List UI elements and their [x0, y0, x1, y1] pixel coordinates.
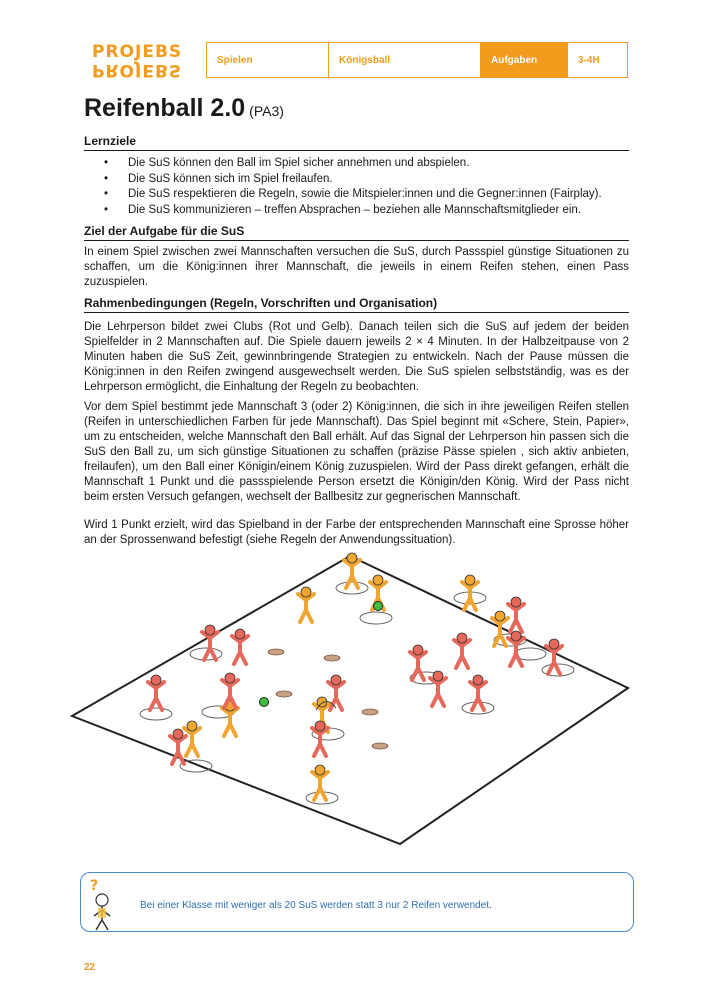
- note-text: Bei einer Klasse mit weniger als 20 SuS werden statt 3 nur 2 Reifen verwendet.: [140, 900, 492, 911]
- header-navbar: [206, 42, 628, 78]
- ziel-text: In einem Spiel zwischen zwei Mannschaften versuchen die SuS, durch Passspiel günstige Situationen zu schaffen, um die König:innen ihrer Mannschaft, die jeweils in einem Reifen stehen, einen Pass zuzuspielen.: [84, 246, 629, 288]
- page-title: [84, 94, 284, 123]
- title-main: Reifenball 2.0: [84, 94, 246, 122]
- ball-icon: [374, 602, 383, 611]
- projebs-logo: [92, 44, 188, 80]
- nav-spielen[interactable]: Spielen: [207, 43, 329, 77]
- list-item: • Die SuS können den Ball im Spiel sicher annehmen und abspielen.: [84, 156, 629, 172]
- svg-text:?: ?: [90, 878, 99, 894]
- rahmen-paragraph-3: Wird 1 Punkt erzielt, wird das Spielband in der Farbe der entsprechenden Mannschaft eine Sprosse höher an der Sprossenwand befestigt (siehe Regeln der Anwendungssituation).: [84, 519, 629, 546]
- game-field-illustration: [70, 548, 630, 848]
- logo-text-top: PROJEBS: [92, 42, 183, 62]
- list-item: • Die SuS respektieren die Regeln, sowie die Mitspieler:innen und die Gegner:innen (Fairplay).: [84, 187, 629, 203]
- ball-icon: [260, 698, 269, 707]
- title-code: (PA3): [249, 103, 284, 119]
- cone-marker: [372, 743, 388, 749]
- player-figure: [508, 597, 524, 632]
- cone-marker: [268, 649, 284, 655]
- lernziele-heading: Lernziele: [84, 134, 629, 151]
- rahmen-paragraph-1: Die Lehrperson bildet zwei Clubs (Rot und Gelb). Danach teilen sich die SuS auf jedem der beiden Spielfelder in 2 Mannschaften auf. Die Spiele dauern jeweils 2 × 4 Minuten. In der Halbzeitpause von 2 Minuten haben die SuS Zeit, gewinnbringende Strategien zu entwickeln. Nach der Pause müssen die König:innen in den Reifen zwingend ausgewechselt werden. Die SuS spielen selbstständig, was es der Lehrperson ermöglicht, die Einhaltung der Regeln zu beobachten.: [84, 321, 629, 393]
- list-item: • Die SuS können sich im Spiel freilaufen.: [84, 172, 629, 188]
- list-item: • Die SuS kommunizieren – treffen Absprachen – beziehen alle Mannschaftsmitglieder ein.: [84, 203, 629, 219]
- nav-aufgaben[interactable]: Aufgaben: [481, 43, 568, 77]
- rahmen-heading: Rahmenbedingungen (Regeln, Vorschriften und Organisation): [84, 296, 629, 313]
- nav-koenigsball[interactable]: Königsball: [329, 43, 481, 77]
- page-number: 22: [84, 962, 96, 973]
- logo-text-bottom-mirrored: PROJEBS: [92, 60, 183, 80]
- rahmen-paragraph-2: Vor dem Spiel bestimmt jede Mannschaft 3 (oder 2) König:innen, die sich in ihre jeweiligen Reifen stellen (Reifen in unterschiedlichen Farben für jede Mannschaft). Das Spiel beginnt mit «Schere, Stein, Papier», um zu entscheiden, welche Mannschaft den Ball erhält. Auf das Signal der Lehrperson hin passen sich die SuS den Ball zu, um sich günstige Situationen zu schaffen (präzise Pässe spielen , sich aktiv anbieten, freilaufen), um den Ball einer Königin/einem König zuzuspielen. Wird der Pass direkt gefangen, erhält die Mannschaft 1 Punkt und die passspielende Person ersetzt die Königin/den König. Wird der Pass nicht beim ersten Versuch gefangen, wechselt der Ballbesitz zur gegnerischen Mannschaft.: [84, 401, 629, 503]
- lernziele-list: [84, 156, 629, 218]
- cone-marker: [362, 709, 378, 715]
- cone-marker: [276, 691, 292, 697]
- ziel-heading: Ziel der Aufgabe für die SuS: [84, 224, 629, 241]
- nav-level[interactable]: 3-4H: [578, 54, 600, 66]
- cone-marker: [324, 655, 340, 661]
- question-figure-icon: [84, 876, 124, 936]
